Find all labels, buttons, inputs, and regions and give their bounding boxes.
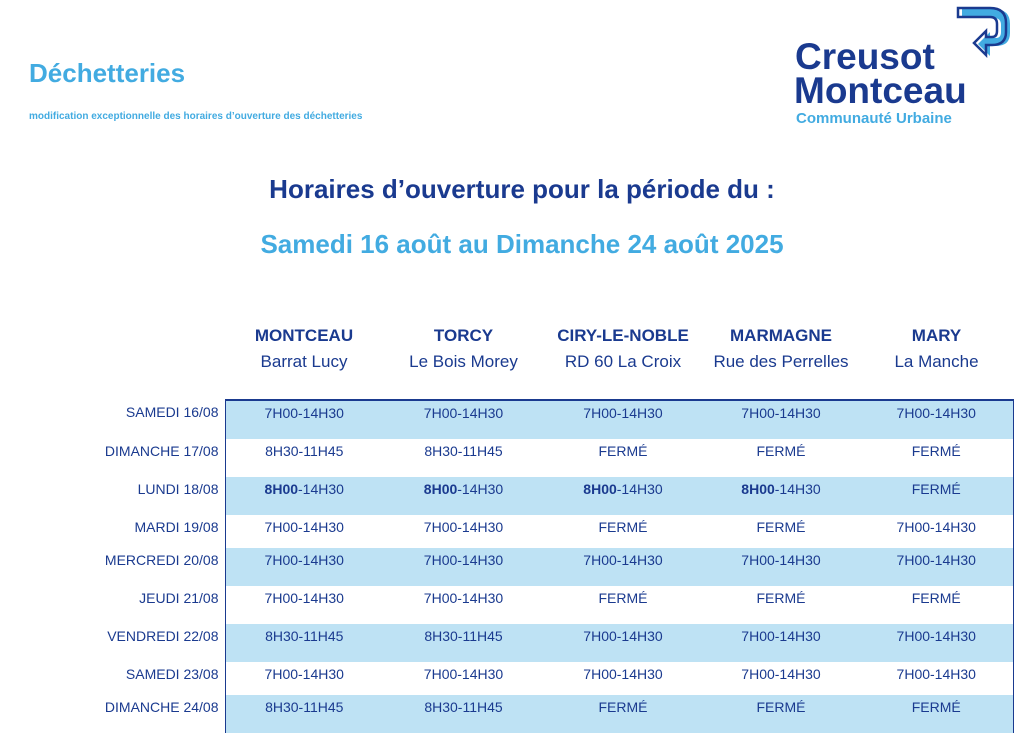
hours-text: FERMÉ — [911, 481, 961, 497]
hours-text: 7H00-14H30 — [583, 666, 663, 682]
logo-mark-icon — [954, 6, 1014, 64]
logo-line-montceau: Montceau — [794, 70, 967, 111]
table-row — [28, 400, 1013, 439]
site-place: Barrat Lucy — [260, 352, 348, 371]
hours-text: FERMÉ — [598, 519, 648, 535]
hours-text: 7H00-14H30 — [896, 405, 976, 421]
hours-cell — [860, 662, 1013, 695]
hours-text: 7H00-14H30 — [264, 590, 344, 606]
table-row — [28, 515, 1013, 548]
hours-text: 7H00-14H30 — [741, 405, 821, 421]
hours-cell — [860, 548, 1013, 586]
site-name: MARMAGNE — [730, 326, 832, 345]
hours-cell — [544, 400, 702, 439]
site-place: Le Bois Morey — [409, 352, 518, 371]
closed-cell — [702, 586, 860, 624]
hours-cell — [383, 586, 544, 624]
hours-cell — [225, 548, 383, 586]
hours-text: FERMÉ — [598, 443, 648, 459]
hours-text: 7H00-14H30 — [896, 519, 976, 535]
site-name: MONTCEAU — [254, 326, 354, 345]
hours-cell — [383, 695, 544, 733]
hours-cell — [225, 515, 383, 548]
hours-text: FERMÉ — [756, 590, 806, 606]
hours-text: 8H30-11H45 — [265, 628, 344, 644]
section-title: Déchetteries — [29, 58, 186, 88]
table-row — [28, 624, 1013, 662]
creusot-montceau-logo — [794, 6, 1024, 131]
hours-highlight: 8H00 — [423, 481, 458, 497]
day-label: DIMANCHE 24/08 — [28, 695, 225, 733]
table-body — [28, 400, 1013, 733]
hours-cell — [383, 477, 544, 515]
hours-cell — [702, 477, 860, 515]
hours-cell — [225, 439, 383, 477]
site-header — [383, 321, 544, 400]
hours-text: 7H00-14H30 — [423, 552, 504, 568]
table-row — [28, 695, 1013, 733]
site-name: MARY — [911, 326, 962, 345]
hours-cell — [860, 515, 1013, 548]
site-place: RD 60 La Croix — [564, 352, 682, 371]
hours-cell — [225, 477, 383, 515]
logo-line-communaute: Communauté Urbaine — [796, 110, 952, 127]
hours-text: 7H00-14H30 — [741, 666, 821, 682]
hours-text: 7H00-14H30 — [423, 666, 504, 682]
hours-text: 8H30-11H45 — [265, 699, 344, 715]
closed-cell — [544, 515, 702, 548]
hours-text: 8H30-11H45 — [424, 628, 503, 644]
hours-text: 7H00-14H30 — [264, 552, 344, 568]
hours-text: 7H00-14H30 — [583, 405, 663, 421]
hours-text: 7H00-14H30 — [583, 628, 663, 644]
hours-cell — [225, 662, 383, 695]
hours-cell — [225, 400, 383, 439]
hours-text: 7H00-14H30 — [423, 590, 504, 606]
schedule-heading: Horaires d’ouverture pour la période du : — [269, 174, 775, 204]
hours-text: 7H00-14H30 — [741, 552, 821, 568]
day-label: LUNDI 18/08 — [28, 477, 225, 515]
day-label: VENDREDI 22/08 — [28, 624, 225, 662]
site-name: TORCY — [433, 326, 494, 345]
hours-text: FERMÉ — [911, 443, 961, 459]
site-name: CIRY-LE-NOBLE — [557, 326, 689, 345]
site-header — [544, 321, 702, 400]
closed-cell — [702, 695, 860, 733]
hours-text: FERMÉ — [756, 699, 806, 715]
hours-text: -14H30 — [457, 481, 504, 497]
hours-text: 8H30-11H45 — [265, 443, 344, 459]
hours-text: 7H00-14H30 — [264, 405, 344, 421]
hours-cell — [544, 624, 702, 662]
closed-cell — [702, 515, 860, 548]
closed-cell — [544, 586, 702, 624]
hours-cell — [860, 400, 1013, 439]
hours-cell — [383, 515, 544, 548]
closed-cell — [860, 439, 1013, 477]
hours-cell — [383, 624, 544, 662]
hours-text: 8H30-11H45 — [424, 443, 503, 459]
hours-cell — [860, 624, 1013, 662]
closed-cell — [860, 586, 1013, 624]
day-label: SAMEDI 23/08 — [28, 662, 225, 695]
closed-cell — [860, 695, 1013, 733]
table-row — [28, 439, 1013, 477]
logo-line-creusot: Creusot — [795, 36, 935, 77]
hours-text: -14H30 — [774, 481, 821, 497]
day-label: DIMANCHE 17/08 — [28, 439, 225, 477]
closed-cell — [544, 695, 702, 733]
hours-highlight: 8H00 — [583, 481, 617, 497]
site-header — [702, 321, 860, 400]
hours-text: FERMÉ — [911, 699, 961, 715]
hours-text: FERMÉ — [598, 590, 648, 606]
header-corner — [28, 321, 225, 400]
table-row — [28, 662, 1013, 695]
day-label: MARDI 19/08 — [28, 515, 225, 548]
hours-cell — [544, 662, 702, 695]
day-label: MERCREDI 20/08 — [28, 548, 225, 586]
table-row — [28, 586, 1013, 624]
closed-cell — [702, 439, 860, 477]
hours-cell — [383, 662, 544, 695]
closed-cell — [544, 439, 702, 477]
hours-text: 7H00-14H30 — [896, 552, 976, 568]
hours-text: 8H30-11H45 — [424, 699, 503, 715]
site-place: La Manche — [894, 352, 979, 371]
site-header — [860, 321, 1013, 400]
page-subtitle: modification exceptionnelle des horaires d’ouverture des déchetteries — [29, 111, 363, 122]
hours-text: 7H00-14H30 — [264, 519, 344, 535]
hours-cell — [383, 400, 544, 439]
day-label: JEUDI 21/08 — [28, 586, 225, 624]
hours-cell — [383, 548, 544, 586]
hours-text: -14H30 — [298, 481, 344, 497]
table-header-row — [28, 321, 1013, 400]
schedule-period: Samedi 16 août au Dimanche 24 août 2025 — [260, 229, 784, 259]
hours-text: 7H00-14H30 — [741, 628, 821, 644]
hours-text: 7H00-14H30 — [264, 666, 344, 682]
hours-text: FERMÉ — [598, 699, 648, 715]
hours-text: 7H00-14H30 — [583, 552, 663, 568]
table-row — [28, 548, 1013, 586]
hours-highlight: 8H00 — [264, 481, 299, 497]
hours-cell — [702, 624, 860, 662]
hours-text: -14H30 — [616, 481, 663, 497]
hours-text: FERMÉ — [911, 590, 961, 606]
hours-cell — [702, 400, 860, 439]
table-row — [28, 477, 1013, 515]
hours-text: 7H00-14H30 — [896, 666, 976, 682]
hours-text: FERMÉ — [756, 519, 806, 535]
hours-cell — [544, 477, 702, 515]
hours-text: FERMÉ — [756, 443, 806, 459]
opening-hours-table — [28, 321, 1014, 733]
hours-cell — [383, 439, 544, 477]
hours-text: 7H00-14H30 — [423, 519, 504, 535]
hours-cell — [544, 548, 702, 586]
hours-highlight: 8H00 — [741, 481, 775, 497]
hours-text: 7H00-14H30 — [896, 628, 976, 644]
hours-text: 7H00-14H30 — [423, 405, 504, 421]
closed-cell — [860, 477, 1013, 515]
site-header — [225, 321, 383, 400]
hours-cell — [702, 662, 860, 695]
day-label: SAMEDI 16/08 — [28, 400, 225, 439]
hours-cell — [702, 548, 860, 586]
hours-cell — [225, 695, 383, 733]
site-place: Rue des Perrelles — [713, 352, 849, 371]
hours-cell — [225, 624, 383, 662]
hours-cell — [225, 586, 383, 624]
